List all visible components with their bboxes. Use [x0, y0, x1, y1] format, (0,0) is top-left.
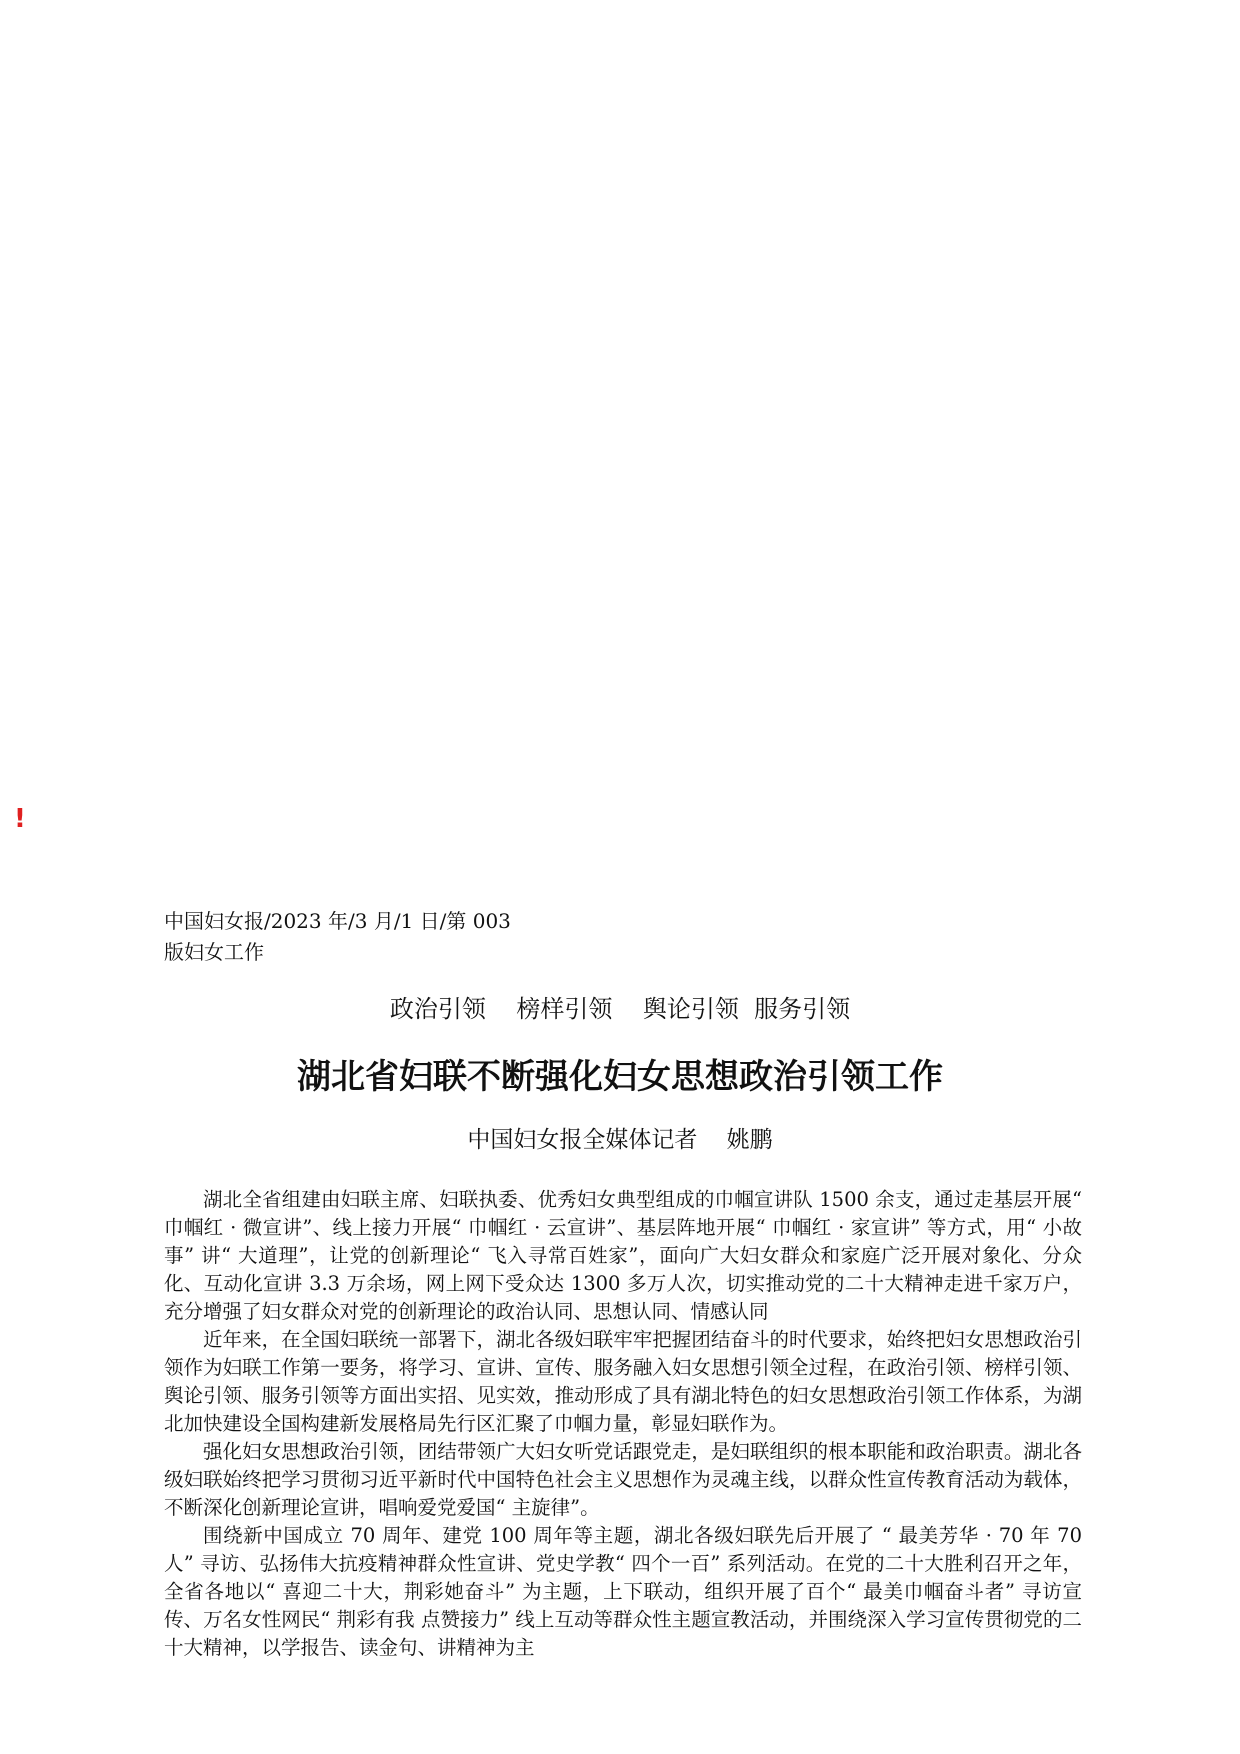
article-body [164, 1186, 1082, 1748]
article-subtitle: 政治引领 榜样引领 舆论引领 服务引领 [389, 995, 851, 1023]
source-citation [164, 906, 544, 968]
article-byline: 中国妇女报全媒体记者 姚鹏 [467, 1127, 773, 1153]
source-line-2: 版妇女工作 [164, 940, 264, 964]
body-paragraph: 强化妇女思想政治引领，团结带领广大妇女听党话跟党走，是妇联组织的根本职能和政治职责。湖北各级妇联始终把学习贯彻习近平新时代中国特色社会主义思想作为灵魂主线，以群众性宣传教育活动为载体，不断深化创新理论宣讲，唱响爱党爱国“ 主旋律”。 [164, 1440, 1082, 1519]
body-paragraph: 围绕新中国成立 70 周年、建党 100 周年等主题，湖北各级妇联先后开展了 “ 最美芳华 · 70 年 70 人” 寻访、弘扬伟大抗疫精神群众性宣讲、党史学教“ 四个一百” 系列活动。在党的二十大胜利召开之年，全省各地以“ 喜迎二十大，荆彩她奋斗” 为主题，上下联动，组织开展了百个“ 最美巾帼奋斗者” 寻访宣传、万名女性网民“ 荆彩有我 点赞接力” 线上互动等群众性主题宣教活动，并围绕深入学习宣传贯彻党的二十大精神，以学报告、读金句、讲精神为主 [164, 1524, 1082, 1659]
body-paragraph: 湖北全省组建由妇联主席、妇联执委、优秀妇女典型组成的巾帼宣讲队 1500 余支，通过走基层开展“ 巾帼红 · 微宣讲”、线上接力开展“ 巾帼红 · 云宣讲”、基层阵地开展“ 巾帼红 · 家宣讲” 等方式，用“ 小故事” 讲“ 大道理”，让党的创新理论“ 飞入寻常百姓家”，面向广大妇女群众和家庭广泛开展对象化、分众化、互动化宣讲 3.3 万余场，网上网下受众达 1300 多万人次，切实推动党的二十大精神走进千家万户，充分增强了妇女群众对党的创新理论的政治认同、思想认同、情感认同 [164, 1188, 1082, 1323]
article-headline: 湖北省妇联不断强化妇女思想政治引领工作 [297, 1057, 943, 1097]
source-line-1: 中国妇女报/2023 年/3 月/1 日/第 003 [164, 909, 511, 933]
warning-mark: ! [14, 804, 26, 834]
body-paragraph: 近年来，在全国妇联统一部署下，湖北各级妇联牢牢把握团结奋斗的时代要求，始终把妇女思想政治引领作为妇联工作第一要务，将学习、宣讲、宣传、服务融入妇女思想引领全过程，在政治引领、榜样引领、舆论引领、服务引领等方面出实招、见实效，推动形成了具有湖北特色的妇女思想政治引领工作体系，为湖北加快建设全国构建新发展格局先行区汇聚了巾帼力量，彰显妇联作为。 [164, 1328, 1082, 1435]
